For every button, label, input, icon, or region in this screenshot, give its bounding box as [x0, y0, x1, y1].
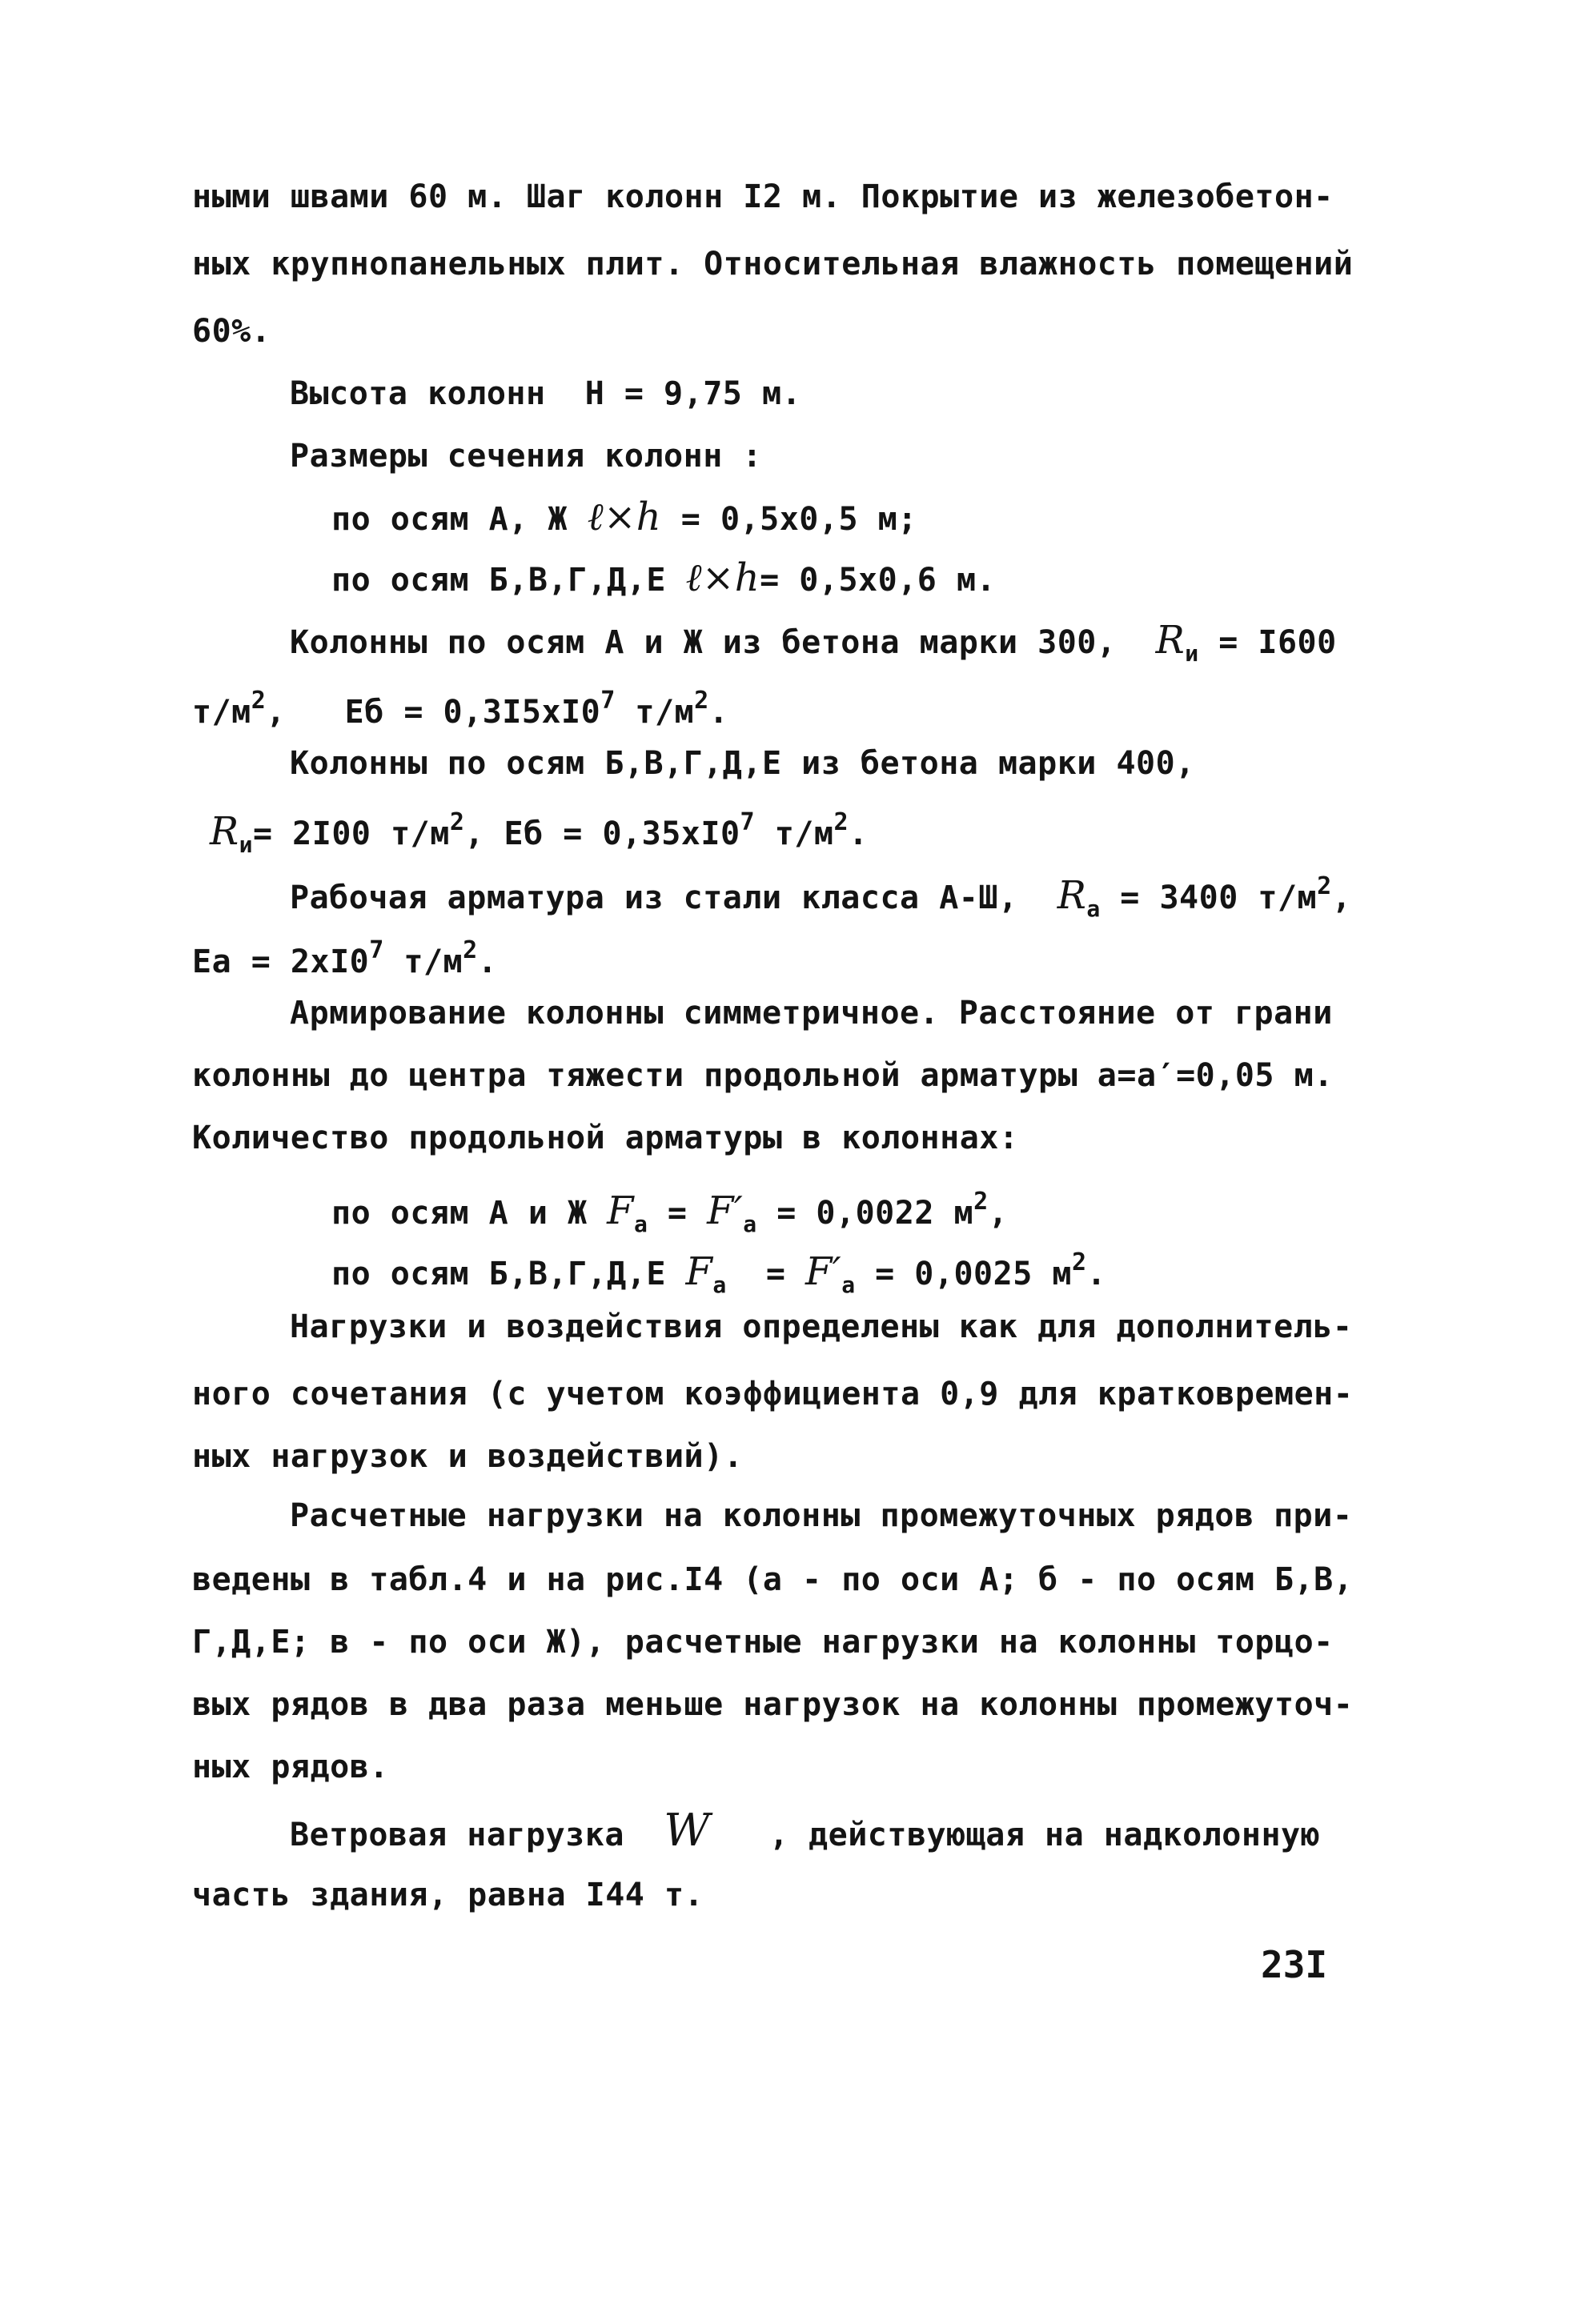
- text-span: ,: [1331, 880, 1352, 916]
- text-span: = 0,5х0,5 м;: [661, 501, 917, 538]
- text-span: по осям Б,В,Г,Д,Е: [331, 562, 666, 599]
- text-span: = 3400 т/м: [1100, 880, 1318, 916]
- handwritten-symbol: R: [1057, 873, 1087, 918]
- text-span: ,: [988, 1195, 1009, 1232]
- formula-line: [331, 555, 997, 600]
- text-span: по осям А и Ж: [331, 1195, 588, 1232]
- formula-line: [331, 1244, 1106, 1304]
- page-number: 23I: [1261, 1943, 1328, 1986]
- formula-line: [290, 867, 1351, 928]
- text-line: Размеры сечения колонн :: [290, 438, 762, 475]
- subscript: а: [743, 1211, 757, 1237]
- text-span: = 0,5х0,6 м.: [760, 562, 997, 599]
- text-line: ных рядов.: [192, 1749, 389, 1785]
- text-line: Нагрузки и воздействия определены как для дополнитель-: [290, 1308, 1353, 1345]
- handwritten-symbol: R: [1155, 618, 1186, 663]
- text-span: по осям А, Ж: [331, 501, 568, 538]
- superscript: 2: [694, 687, 709, 715]
- superscript: 2: [1071, 1248, 1087, 1276]
- handwritten-symbol: F′: [805, 1249, 842, 1294]
- text-span: .: [708, 694, 729, 731]
- text-line: Количество продольной арматуры в колоннах:: [192, 1120, 1019, 1156]
- subscript: а: [633, 1211, 648, 1237]
- text-span: =: [648, 1195, 708, 1232]
- handwritten-symbol: ℓ×h: [685, 555, 760, 600]
- text-line: Высота колонн Н = 9,75 м.: [290, 375, 802, 412]
- text-line: Колонны по осям Б,В,Г,Д,Е из бетона марки 400,: [290, 745, 1195, 782]
- text-span: = 0,0025 м: [855, 1256, 1072, 1292]
- superscript: 2: [973, 1188, 989, 1216]
- subscript: а: [1086, 896, 1101, 922]
- text-span: т/м: [615, 694, 695, 731]
- text-span: = 0,0022 м: [756, 1195, 974, 1232]
- handwritten-symbol: R: [210, 809, 239, 854]
- subscript: и: [1185, 640, 1199, 667]
- handwritten-symbol: F′: [707, 1188, 744, 1233]
- subscript: а: [841, 1272, 856, 1298]
- formula-line: [210, 803, 869, 864]
- formula-line: [331, 495, 917, 539]
- text-line: Г,Д,Е; в - по оси Ж), расчетные нагрузки на колонны торцо-: [192, 1624, 1334, 1661]
- formula-line: [192, 682, 728, 731]
- handwritten-symbol: F: [607, 1188, 634, 1233]
- text-line: Армирование колонны симметричное. Расстояние от грани: [290, 995, 1333, 1032]
- text-span: .: [1086, 1256, 1107, 1292]
- text-line: Расчетные нагрузки на колонны промежуточных рядов при-: [290, 1497, 1353, 1534]
- text-span: Ветровая нагрузка: [290, 1817, 624, 1853]
- subscript: а: [712, 1272, 727, 1298]
- text-span: по осям Б,В,Г,Д,Е: [331, 1256, 666, 1292]
- superscript: 7: [740, 808, 756, 836]
- superscript: 7: [369, 936, 384, 964]
- handwritten-symbol: ℓ×h: [587, 495, 662, 539]
- formula-line: [331, 1183, 1008, 1244]
- formula-line: [192, 932, 497, 981]
- text-line: колонны до центра тяжести продольной арматуры а=а′=0,05 м.: [192, 1057, 1334, 1094]
- text-line: ных крупнопанельных плит. Относительная влажность помещений: [192, 246, 1354, 282]
- text-line: вых рядов в два раза меньше нагрузок на колонны промежуточ-: [192, 1686, 1354, 1723]
- text-span: , Еб = 0,3I5хI0: [266, 694, 601, 731]
- text-line: ного сочетания (с учетом коэффициента 0,9 для кратковремен-: [192, 1376, 1354, 1412]
- superscript: 2: [251, 687, 267, 715]
- text-span: Еа = 2хI0: [192, 944, 370, 980]
- handwritten-symbol: F: [685, 1249, 713, 1294]
- subscript: и: [239, 831, 253, 858]
- superscript: 2: [463, 936, 478, 964]
- text-span: .: [477, 944, 498, 980]
- handwritten-symbol: W: [664, 1805, 711, 1857]
- superscript: 7: [600, 687, 616, 715]
- text-span: =: [726, 1256, 805, 1292]
- text-line: 60%.: [192, 313, 271, 350]
- text-line: ведены в табл.4 и на рис.I4 (а - по оси А; б - по осям Б,В,: [192, 1561, 1354, 1598]
- text-span: т/м: [192, 694, 251, 731]
- text-span: Колонны по осям А и Ж из бетона марки 300,: [290, 624, 1117, 661]
- text-span: = 2I00 т/м: [253, 815, 450, 852]
- text-span: .: [849, 815, 869, 852]
- text-span: т/м: [755, 815, 834, 852]
- formula-line: [290, 1805, 1321, 1857]
- text-span: = I600: [1198, 624, 1337, 661]
- text-line: ных нагрузок и воздействий).: [192, 1438, 744, 1475]
- superscript: 2: [833, 808, 849, 836]
- text-line: часть здания, равна I44 т.: [192, 1877, 704, 1913]
- text-span: т/м: [383, 944, 463, 980]
- text-span: , Еб = 0,35хI0: [464, 815, 740, 852]
- text-span: Рабочая арматура из стали класса А-Ш,: [290, 880, 1018, 916]
- text-span: , действующая на надколонную: [768, 1817, 1321, 1853]
- superscript: 2: [1317, 872, 1332, 900]
- superscript: 2: [449, 808, 465, 836]
- formula-line: [290, 618, 1337, 673]
- text-line: ными швами 60 м. Шаг колонн I2 м. Покрытие из железобетон-: [192, 178, 1334, 215]
